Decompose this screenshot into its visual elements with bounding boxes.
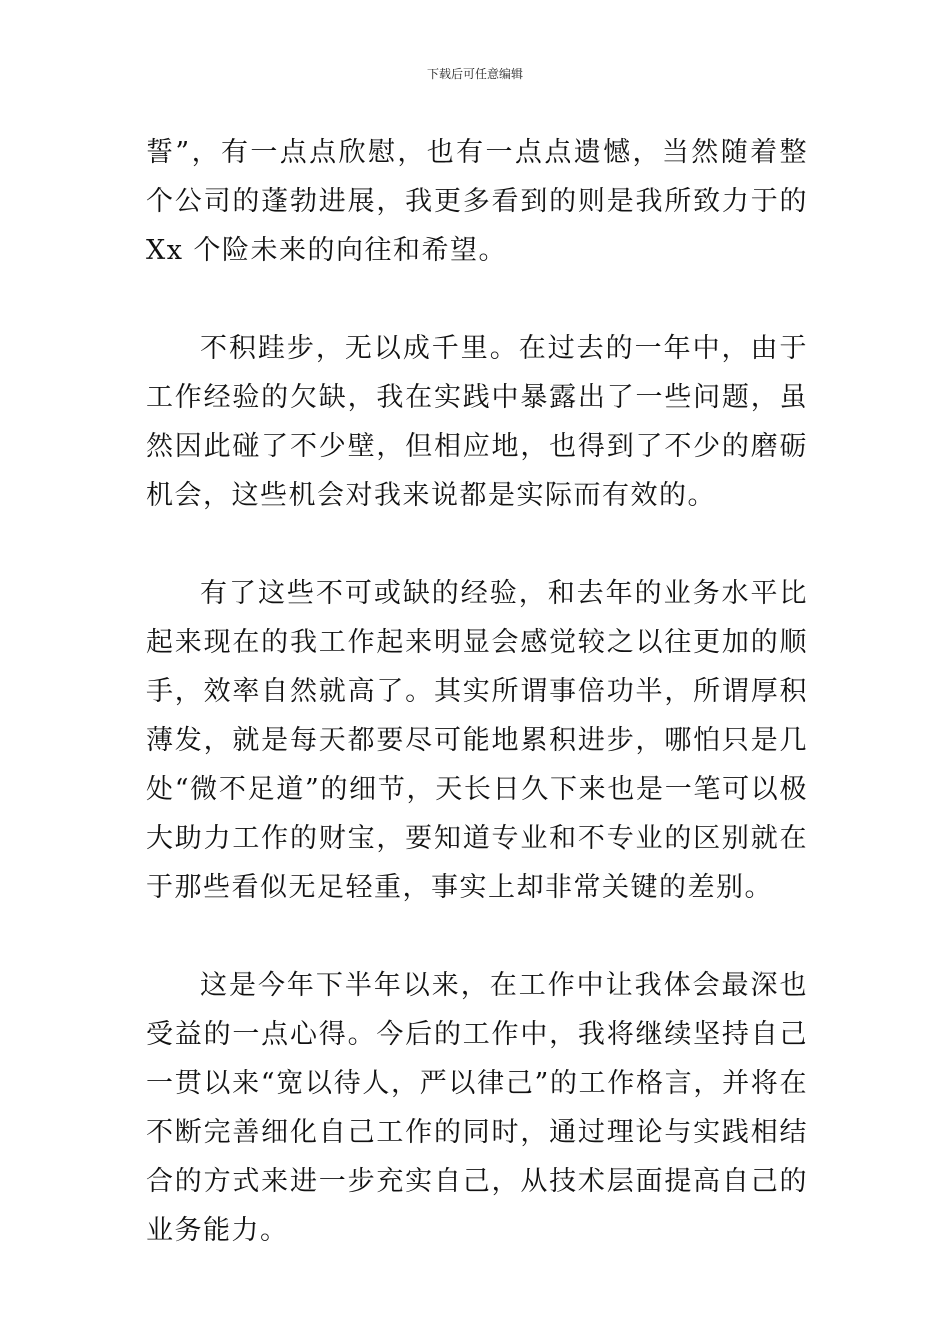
paragraph-2: 不积跬步，无以成千里。在过去的一年中，由于工作经验的欠缺，我在实践中暴露出了一些问题，虽然因此碰了不少壁，但相应地，也得到了不少的磨砺机会，这些机会对我来说都是实际而有效的。: [146, 333, 808, 511]
paragraph-4: 这是今年下半年以来，在工作中让我体会最深也受益的一点心得。今后的工作中，我将继续坚持自己一贯以来“宽以待人，严以律己”的工作格言，并将在不断完善细化自己工作的同时，通过理论与实践相结合的方式来进一步充实自己，从技术层面提高自己的业务能力。: [146, 970, 808, 1246]
page-header: 下载后可任意编辑: [426, 67, 523, 81]
paragraph-1: 誓”，有一点点欣慰，也有一点点遗憾，当然随着整个公司的蓬勃进展，我更多看到的则是我所致力于的 Xx 个险未来的向往和希望。: [146, 137, 808, 266]
paragraph-3: 有了这些不可或缺的经验，和去年的业务水平比起来现在的我工作起来明显会感觉较之以往更加的顺手，效率自然就高了。其实所谓事倍功半，所谓厚积薄发，就是每天都要尽可能地累积进步，哪怕只是几处“微不足道”的细节，天长日久下来也是一笔可以极大助力工作的财宝，要知道专业和不专业的区别就在于那些看似无足轻重，事实上却非常关键的差别。: [146, 578, 808, 903]
document-body: [146, 128, 808, 1255]
